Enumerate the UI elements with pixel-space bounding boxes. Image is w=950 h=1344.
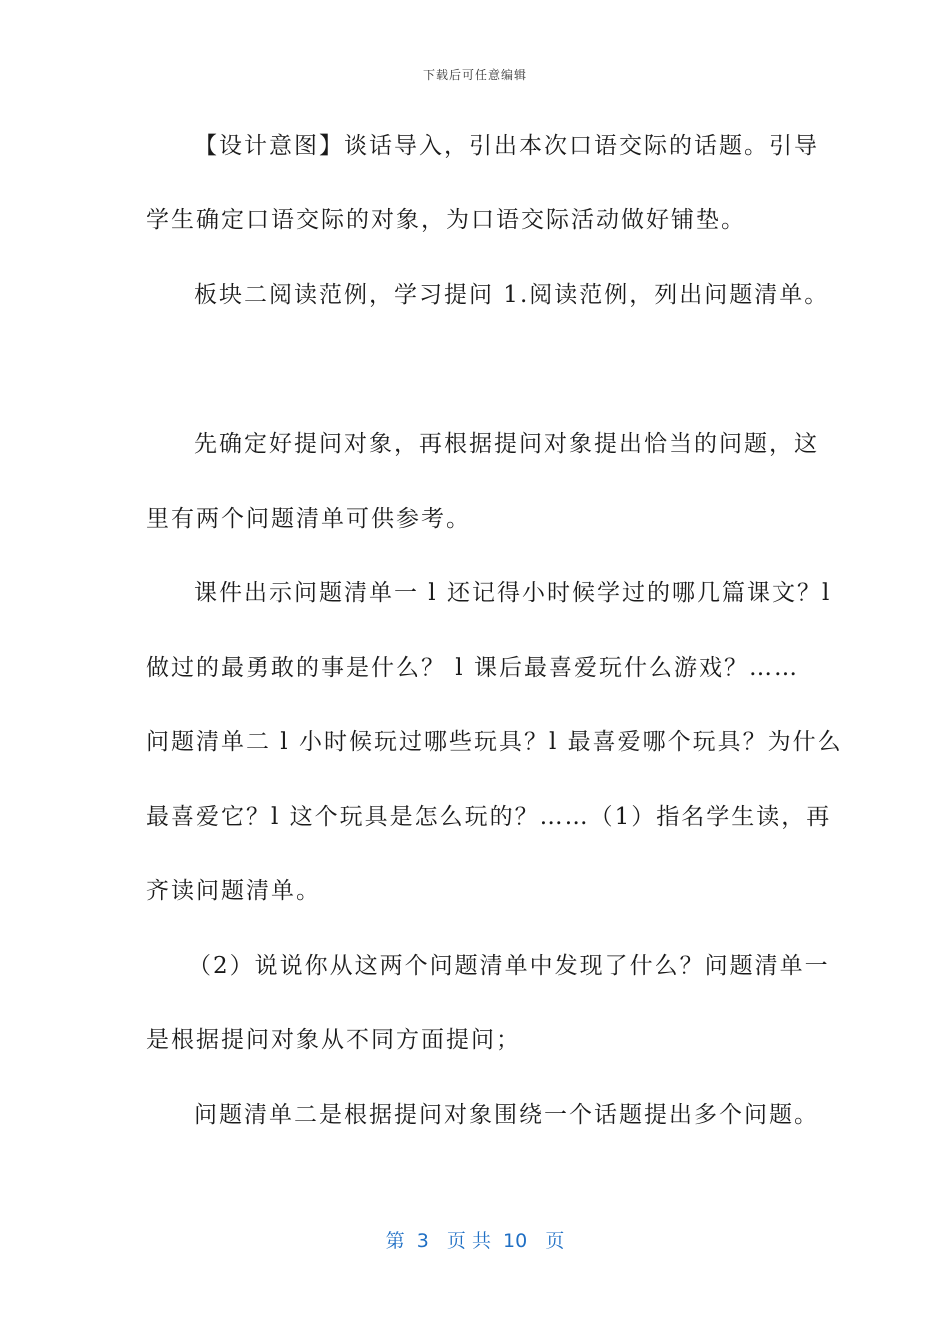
paragraph-line: （2）说说你从这两个问题清单中发现了什么？问题清单一 — [188, 953, 830, 979]
paragraph-line: 做过的最勇敢的事是什么？ l 课后最喜爱玩什么游戏？…… — [146, 655, 799, 681]
paragraph-line: 问题清单二是根据提问对象围绕一个话题提出多个问题。 — [194, 1102, 819, 1128]
paragraph-line: 齐读问题清单。 — [146, 878, 321, 904]
paragraph-line: 【设计意图】谈话导入，引出本次口语交际的话题。引导 — [194, 133, 819, 159]
paragraph-line: 学生确定口语交际的对象，为口语交际活动做好铺垫。 — [146, 207, 746, 233]
paragraph-line: 问题清单二 l 小时候玩过哪些玩具？l 最喜爱哪个玩具？为什么 — [146, 729, 843, 755]
paragraph-line: 课件出示问题清单一 l 还记得小时候学过的哪几篇课文？l — [194, 580, 832, 606]
paragraph-line: 是根据提问对象从不同方面提问； — [146, 1027, 521, 1053]
paragraph-line: 里有两个问题清单可供参考。 — [146, 506, 471, 532]
page-header: 下载后可任意编辑 — [422, 68, 527, 82]
paragraph-line: 板块二阅读范例，学习提问 1.阅读范例，列出问题清单。 — [194, 282, 830, 308]
paragraph-line: 最喜爱它？l 这个玩具是怎么玩的？……（1）指名学生读，再 — [146, 804, 832, 830]
page-number-footer: 第 3 页 共 10 页 — [385, 1230, 565, 1252]
paragraph-line: 先确定好提问对象，再根据提问对象提出恰当的问题，这 — [194, 431, 819, 457]
